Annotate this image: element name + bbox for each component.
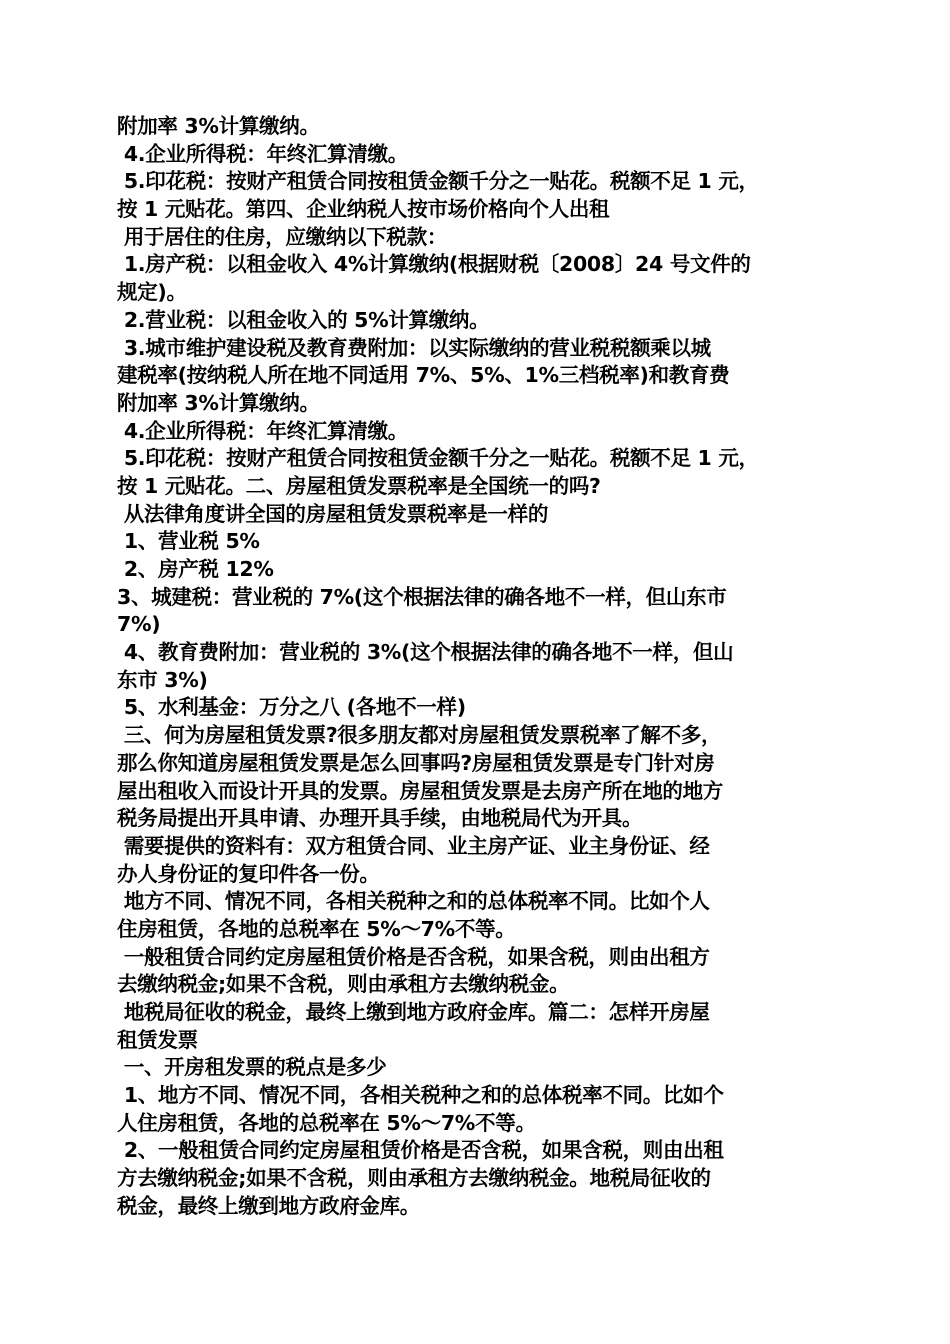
text-line: 3.城市维护建设税及教育费附加：以实际缴纳的营业税税额乘以城: [117, 335, 711, 360]
text-line: 2、房产税 12%: [117, 557, 274, 581]
text-line: 5.印花税：按财产租赁合同按租赁金额千分之一贴花。税额不足 1 元，: [117, 446, 759, 471]
document-body: [117, 113, 837, 1221]
text-line: 去缴纳税金;如果不含税，则由承租方去缴纳税金。: [117, 972, 570, 997]
text-line: 2.营业税：以租金收入的 5%计算缴纳。: [117, 307, 490, 332]
text-line: 5、水利基金：万分之八 (各地不一样): [117, 695, 466, 720]
text-line: 5.印花税：按财产租赁合同按租赁金额千分之一贴花。税额不足 1 元，: [117, 169, 759, 194]
text-line: 租赁发票: [117, 1027, 198, 1052]
text-line: 地税局征收的税金，最终上缴到地方政府金库。篇二：怎样开房屋: [117, 1000, 710, 1024]
text-line: 规定)。: [117, 280, 187, 305]
text-line: 建税率(按纳税人所在地不同适用 7%、5%、1%三档税率)和教育费: [117, 363, 730, 388]
text-line: 税务局提出开具申请、办理开具手续，由地税局代为开具。: [117, 806, 643, 831]
text-line: 需要提供的资料有：双方租赁合同、业主房产证、业主身份证、经: [117, 833, 710, 858]
text-line: 4.企业所得税：年终汇算清缴。: [117, 418, 408, 443]
text-line: 7%): [117, 612, 161, 637]
text-line: 按 1 元贴花。第四、企业纳税人按市场价格向个人出租: [117, 197, 610, 222]
text-line: 方去缴纳税金;如果不含税，则由承租方去缴纳税金。地税局征收的: [117, 1166, 711, 1191]
text-line: 东市 3%): [117, 667, 208, 692]
text-line: 附加率 3%计算缴纳。: [117, 390, 320, 415]
text-line: 办人身份证的复印件各一份。: [117, 861, 380, 886]
text-line: 4、教育费附加：营业税的 3%(这个根据法律的确各地不一样，但山: [117, 640, 734, 665]
text-line: 住房租赁，各地的总税率在 5%～7%不等。: [117, 916, 516, 941]
text-line: 税金，最终上缴到地方政府金库。: [117, 1193, 420, 1218]
text-line: 地方不同、情况不同，各相关税种之和的总体税率不同。比如个人: [117, 889, 710, 914]
text-line: 3、城建税：营业税的 7%(这个根据法律的确各地不一样，但山东市: [117, 584, 727, 609]
text-line: 2、一般租赁合同约定房屋租赁价格是否含税，如果含税，则由出租: [117, 1138, 724, 1163]
text-line: 附加率 3%计算缴纳。: [117, 114, 320, 138]
text-line: 按 1 元贴花。二、房屋租赁发票税率是全国统一的吗?: [117, 473, 601, 498]
text-line: 1.房产税：以租金收入 4%计算缴纳(根据财税〔2008〕24 号文件的: [117, 252, 751, 277]
text-line: 1、营业税 5%: [117, 529, 260, 554]
text-line: 屋出租收入而设计开具的发票。房屋租赁发票是去房产所在地的地方: [117, 778, 723, 803]
text-line: 一般租赁合同约定房屋租赁价格是否含税，如果含税，则由出租方: [117, 944, 710, 969]
text-line: 1、地方不同、情况不同，各相关税种之和的总体税率不同。比如个: [117, 1083, 724, 1108]
text-line: 三、何为房屋租赁发票?很多朋友都对房屋租赁发票税率了解不多，: [117, 723, 722, 748]
text-line: 一、开房租发票的税点是多少: [117, 1055, 387, 1080]
text-line: 人住房租赁，各地的总税率在 5%～7%不等。: [117, 1110, 536, 1135]
text-line: 那么你知道房屋租赁发票是怎么回事吗?房屋租赁发票是专门针对房: [117, 750, 715, 775]
text-line: 用于居住的住房，应缴纳以下税款：: [117, 224, 448, 249]
text-line: 从法律角度讲全国的房屋租赁发票税率是一样的: [117, 501, 549, 526]
text-line: 4.企业所得税：年终汇算清缴。: [117, 141, 408, 166]
